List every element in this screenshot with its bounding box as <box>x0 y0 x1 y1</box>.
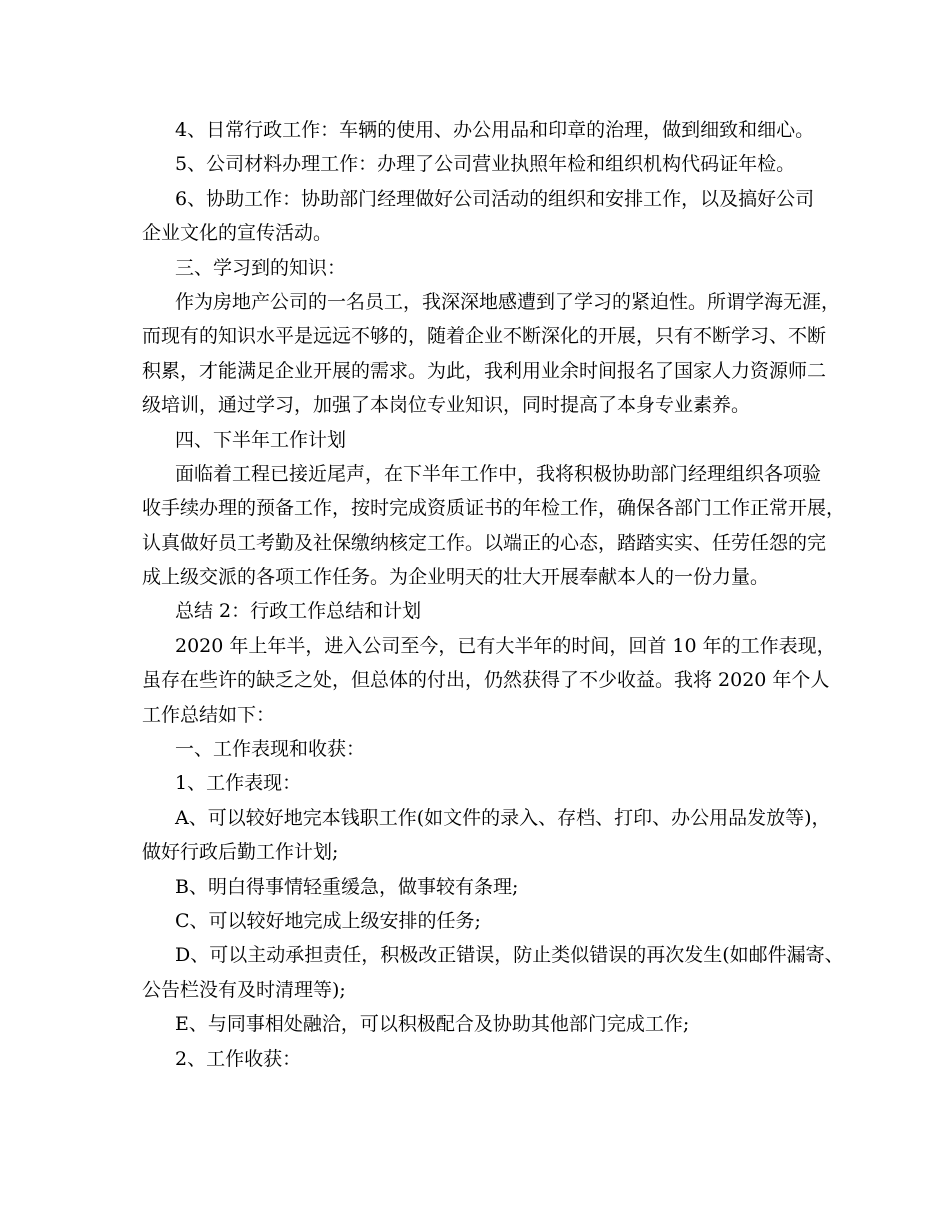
list-item: C、可以较好地完成上级安排的任务; <box>175 909 481 932</box>
text-line: 级培训，通过学习，加强了本岗位专业知识，同时提高了本身专业素养。 <box>142 394 751 417</box>
subsection-heading: 1、工作表现： <box>175 772 302 795</box>
text-line: 收手续办理的预备工作，按时完成资质证书的年检工作，确保各部门工作正常开展， <box>142 497 846 520</box>
list-item: E、与同事相处融洽，可以积极配合及协助其他部门完成工作; <box>175 1013 690 1036</box>
section-heading: 一、工作表现和收获： <box>175 738 366 761</box>
text-line: 面临着工程已接近尾声，在下半年工作中，我将积极协助部门经理组织各项验 <box>175 462 822 485</box>
section-heading: 四、下半年工作计划 <box>175 428 347 451</box>
section-heading: 总结 2：行政工作总结和计划 <box>175 600 422 623</box>
text-line: 成上级交派的各项工作任务。为企业明天的壮大开展奉献本人的一份力量。 <box>142 566 770 589</box>
text-line: 2020 年上年半，进入公司至今，已有大半年的时间，回首 10 年的工作表现， <box>175 634 836 657</box>
text-line: 虽存在些许的缺乏之处，但总体的付出，仍然获得了不少收益。我将 2020 年个人 <box>142 669 830 692</box>
text-line: 企业文化的宣传活动。 <box>142 222 333 245</box>
list-item: A、可以较好地完本钱职工作(如文件的录入、存档、打印、办公用品发放等)， <box>175 806 831 829</box>
text-line: 作为房地产公司的一名员工，我深深地感遭到了学习的紧迫性。所谓学海无涯， <box>175 290 841 313</box>
text-line: 认真做好员工考勤及社保缴纳核定工作。以端正的心态，踏踏实实、任劳任怨的完 <box>142 531 827 554</box>
text-line: 4、日常行政工作：车辆的使用、办公用品和印章的治理，做到细致和细心。 <box>175 119 815 141</box>
list-item: D、可以主动承担责任，积极改正错误，防止类似错误的再次发生(如邮件漏寄、 <box>175 944 844 967</box>
text-line: 6、协助工作：协助部门经理做好公司活动的组织和安排工作，以及搞好公司 <box>175 187 815 210</box>
text-line: 做好行政后勤工作计划; <box>142 841 339 864</box>
text-line: 工作总结如下： <box>142 703 276 726</box>
section-heading: 三、学习到的知识： <box>175 256 347 279</box>
text-line: 积累，才能满足企业开展的需求。为此，我利用业余时间报名了国家人力资源师二 <box>142 359 827 382</box>
text-line: 5、公司材料办理工作：办理了公司营业执照年检和组织机构代码证年检。 <box>175 153 796 176</box>
subsection-heading: 2、工作收获： <box>175 1047 302 1070</box>
text-line: 公告栏没有及时清理等); <box>142 978 346 1001</box>
list-item: B、明白得事情轻重缓急，做事较有条理; <box>175 875 519 898</box>
text-line: 而现有的知识水平是远远不够的，随着企业不断深化的开展，只有不断学习、不断 <box>142 325 827 348</box>
